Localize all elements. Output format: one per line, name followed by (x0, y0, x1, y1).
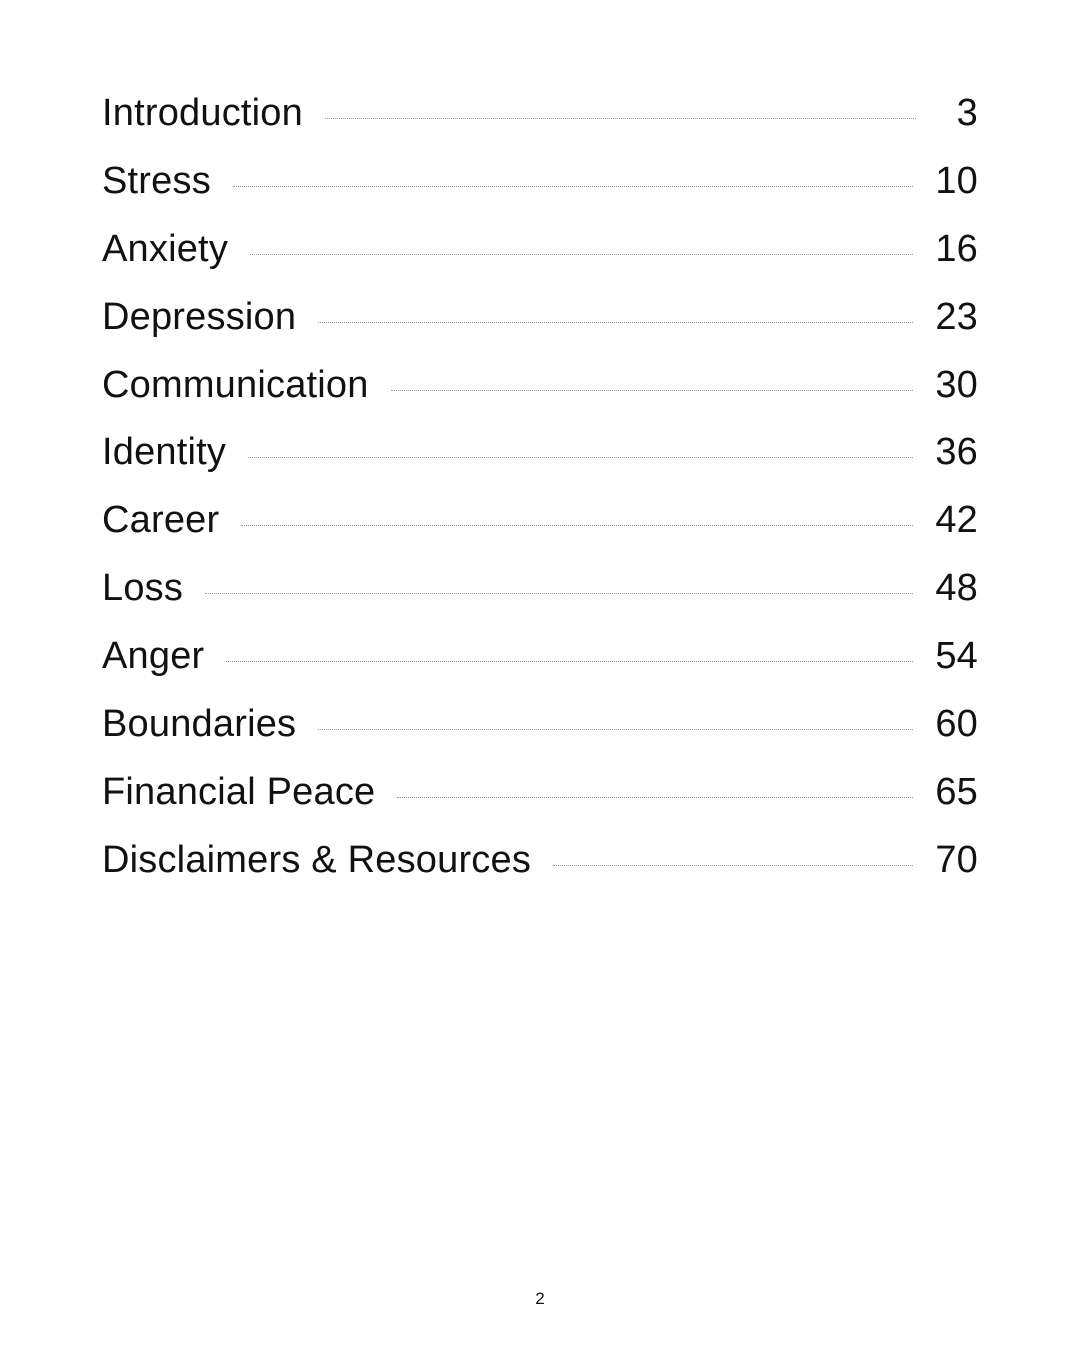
toc-entry-page: 16 (935, 227, 978, 270)
dot-leader (226, 661, 913, 662)
toc-entry-title: Introduction (102, 92, 303, 134)
dot-leader (241, 525, 913, 526)
toc-entry-page: 36 (935, 431, 978, 474)
toc-entry-loss[interactable] (102, 567, 978, 635)
page-number: 2 (535, 1289, 545, 1308)
toc-entry-boundaries[interactable] (102, 703, 978, 771)
toc-entry-title: Depression (102, 295, 297, 338)
dot-leader (325, 118, 916, 119)
toc-entry-career[interactable] (102, 499, 978, 567)
toc-entry-depression[interactable] (102, 296, 978, 364)
toc-entry-page: 70 (935, 838, 978, 881)
toc-entry-title: Communication (102, 363, 369, 406)
toc-entry-title: Anger (102, 635, 205, 678)
toc-entry-page: 42 (935, 499, 978, 542)
toc-entry-title: Anxiety (102, 227, 229, 270)
toc-entry-identity[interactable] (102, 431, 978, 499)
toc-entry-title: Loss (102, 567, 184, 610)
dot-leader (397, 797, 913, 798)
toc-entry-page: 3 (956, 92, 978, 134)
toc-entry-page: 60 (935, 703, 978, 746)
toc-entry-communication[interactable] (102, 364, 978, 432)
table-of-contents (102, 92, 978, 907)
toc-entry-page: 10 (935, 159, 978, 202)
toc-entry-stress[interactable] (102, 160, 978, 228)
toc-entry-introduction[interactable] (102, 92, 978, 160)
dot-leader (553, 865, 913, 866)
toc-entry-title: Career (102, 499, 220, 542)
toc-entry-page: 65 (935, 770, 978, 813)
dot-leader (248, 457, 913, 458)
toc-entry-title: Stress (102, 159, 211, 202)
toc-entry-title: Boundaries (102, 703, 297, 746)
toc-entry-disclaimers-resources[interactable] (102, 839, 978, 907)
dot-leader (233, 186, 913, 187)
toc-entry-page: 23 (935, 295, 978, 338)
dot-leader (391, 390, 914, 391)
toc-entry-title: Disclaimers & Resources (102, 838, 532, 881)
toc-entry-title: Financial Peace (102, 770, 376, 813)
toc-entry-anger[interactable] (102, 635, 978, 703)
toc-entry-page: 30 (935, 363, 978, 406)
toc-entry-anxiety[interactable] (102, 228, 978, 296)
toc-entry-title: Identity (102, 431, 227, 474)
dot-leader (318, 322, 913, 323)
dot-leader (205, 593, 913, 594)
toc-entry-financial-peace[interactable] (102, 771, 978, 839)
dot-leader (318, 729, 913, 730)
toc-entry-page: 54 (935, 635, 978, 678)
toc-entry-page: 48 (935, 567, 978, 610)
dot-leader (250, 254, 913, 255)
